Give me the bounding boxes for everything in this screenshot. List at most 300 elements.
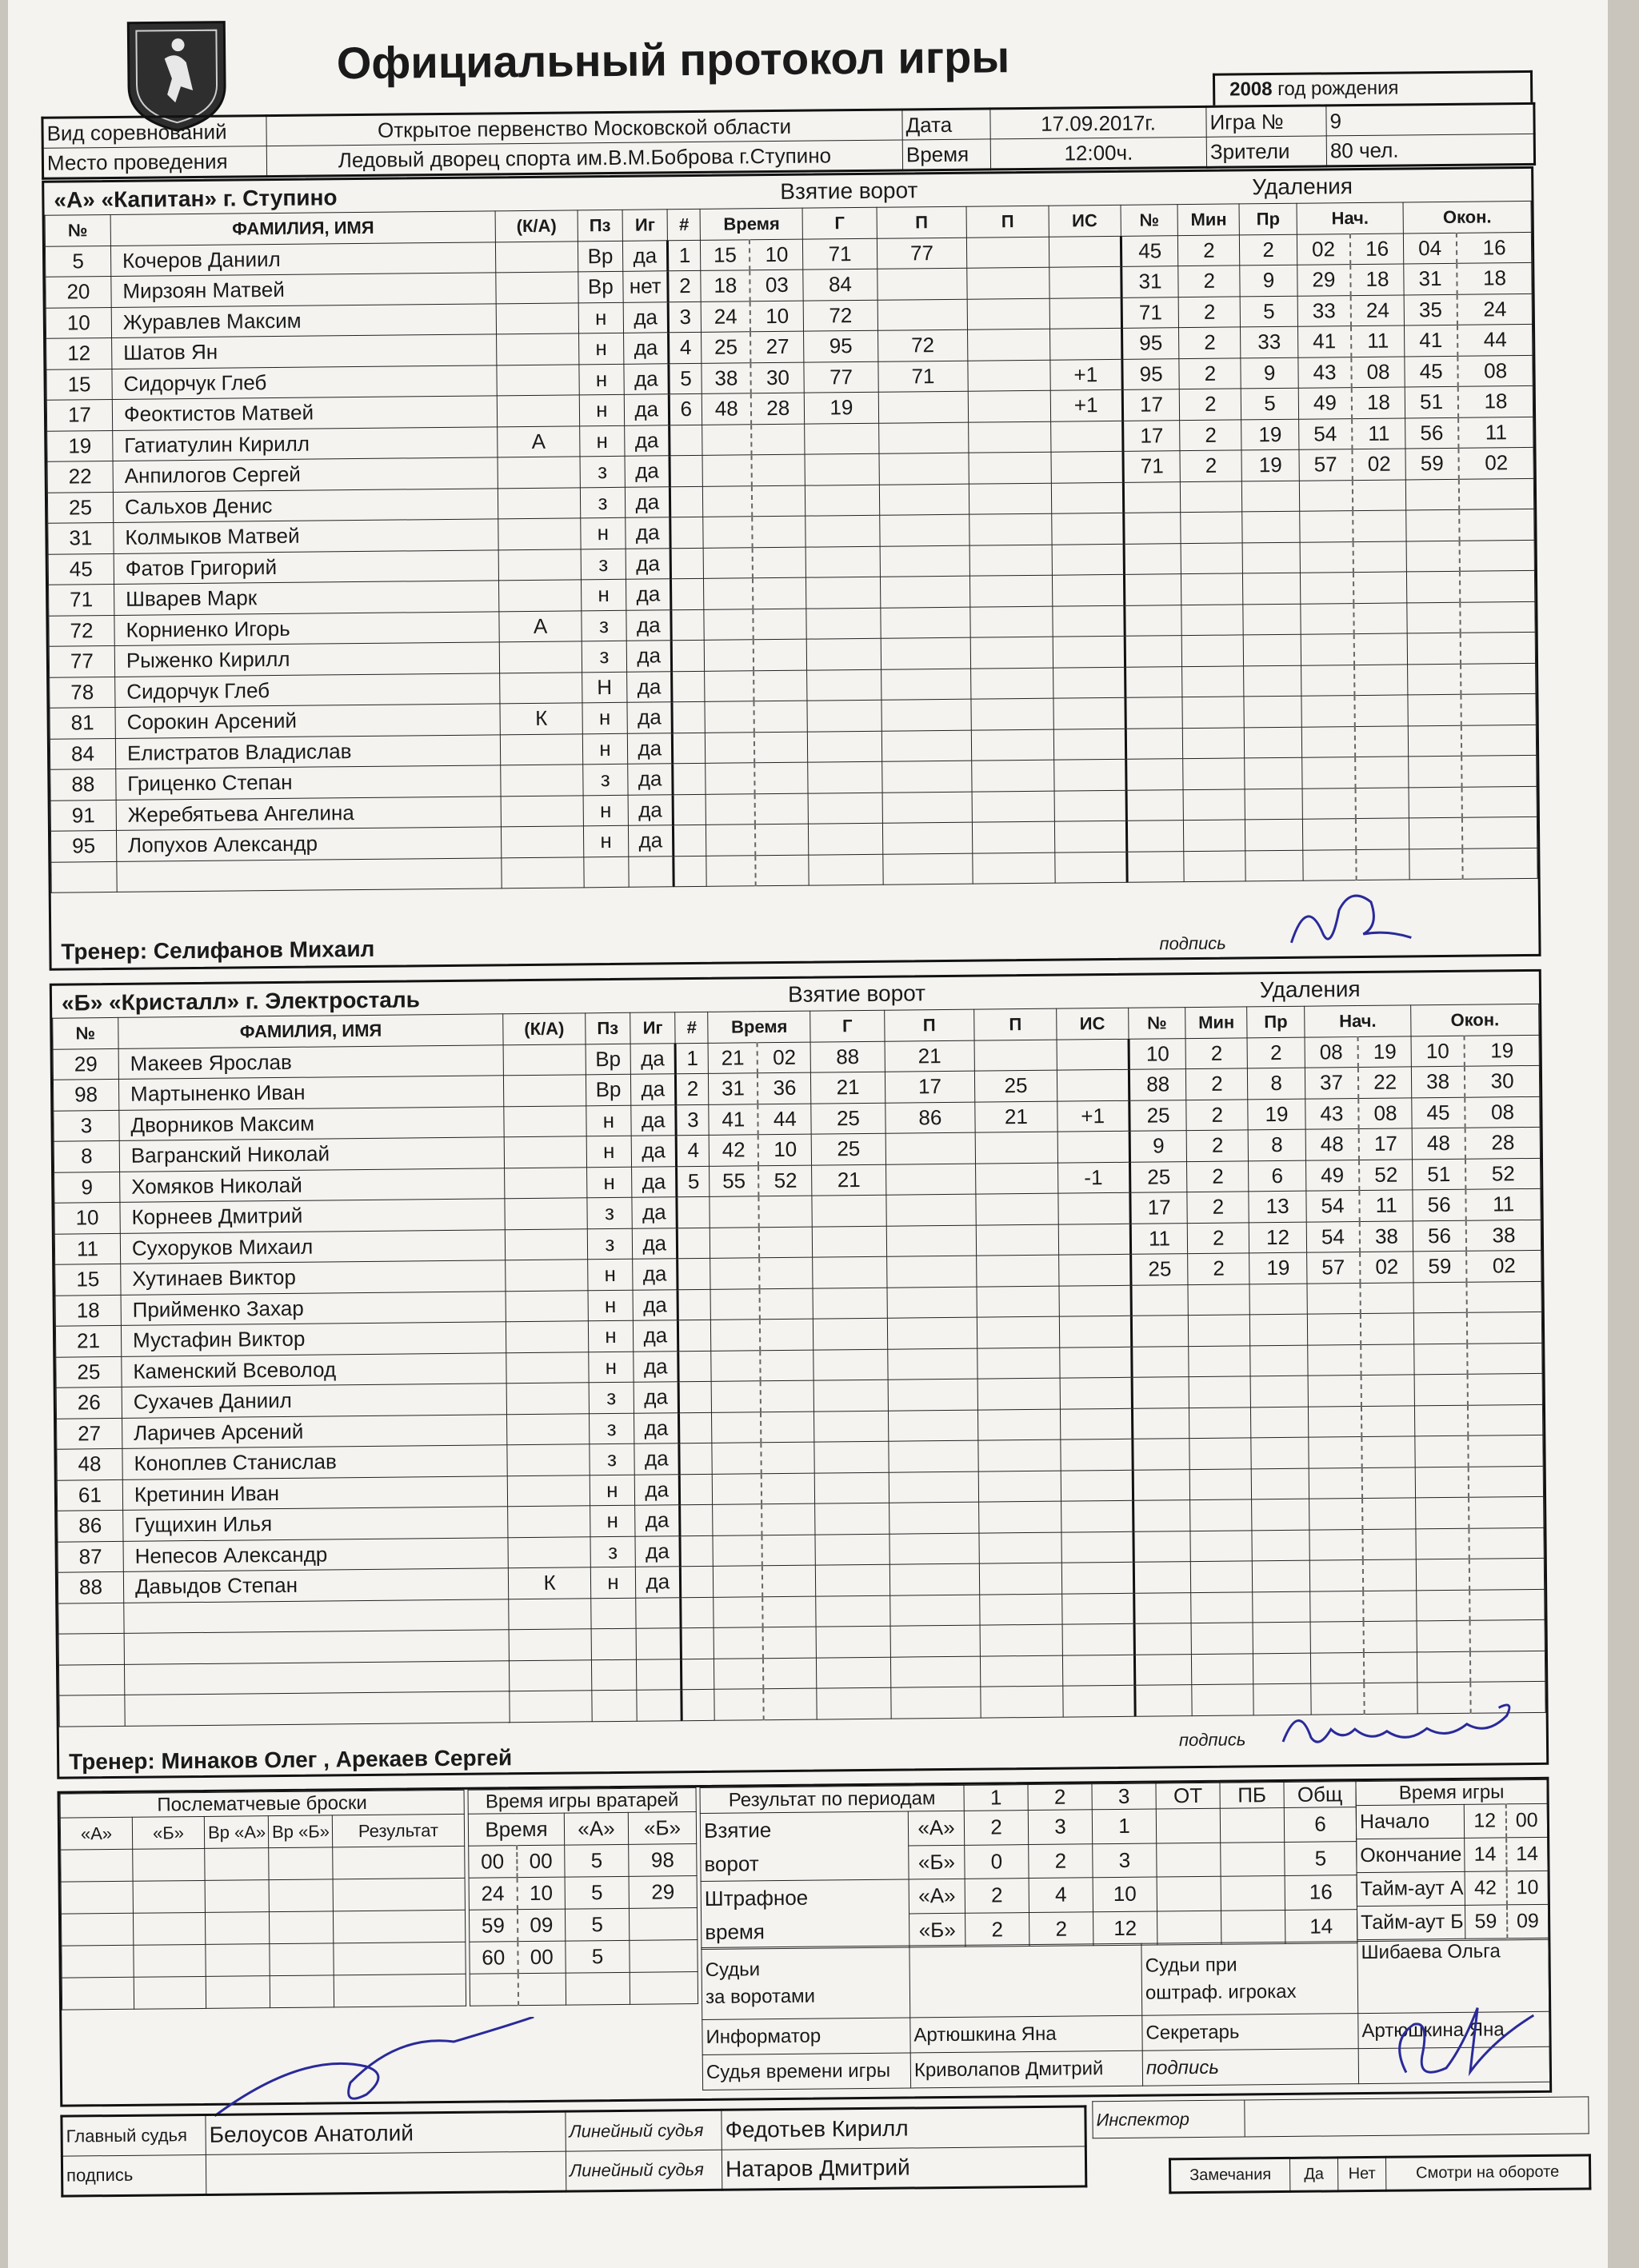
goalie-change-minute: 24	[469, 1878, 517, 1911]
goal-minute	[705, 670, 754, 701]
penalty-minutes	[1189, 1376, 1251, 1408]
time-value: 12:00ч.	[990, 137, 1206, 170]
penalty-player	[1135, 1685, 1193, 1716]
goal-minute	[711, 1381, 761, 1412]
game-time-row	[1357, 1837, 1548, 1872]
player-name: Коноплев Станислав	[122, 1445, 508, 1479]
goal-number	[672, 640, 705, 671]
penalty-start-min	[1309, 1467, 1362, 1499]
player-played: да	[628, 794, 674, 825]
player-name	[124, 1599, 510, 1633]
player-number: 86	[58, 1510, 123, 1541]
penalty-end-min	[1408, 725, 1461, 757]
player-position: н	[590, 1505, 635, 1536]
goal-scorer	[808, 793, 882, 824]
player-captain-mark	[502, 856, 584, 888]
penalty-end-min	[1415, 1405, 1469, 1436]
team-a-penalties-title: Удаления	[1252, 174, 1353, 200]
goalie-time-row	[470, 1972, 698, 2006]
period-results-table	[699, 1781, 1357, 1950]
game-time-table	[1355, 1779, 1549, 1940]
penalty-end-sec	[1460, 540, 1535, 571]
penalty-end-sec	[1461, 755, 1537, 786]
penalty-reason: 19	[1241, 449, 1299, 481]
goal-assist-2	[972, 729, 1054, 761]
goal-second	[755, 793, 809, 825]
player-captain-mark	[506, 1321, 589, 1352]
penalty-start-min	[1300, 541, 1353, 573]
penalty-player: 11	[1130, 1223, 1188, 1254]
penalty-reason: 5	[1240, 296, 1297, 327]
goal-scorer: 25	[812, 1133, 886, 1164]
player-name: Корниенко Игорь	[114, 611, 500, 645]
penalty-end-min: 48	[1412, 1128, 1465, 1159]
goal-second	[762, 1565, 816, 1596]
penalty-player	[1125, 605, 1182, 636]
player-number	[59, 1695, 125, 1726]
remarks-yes: Да	[1289, 2158, 1337, 2192]
penalty-minutes	[1190, 1468, 1252, 1499]
penalty-start-min	[1309, 1560, 1363, 1591]
player-position: н	[579, 425, 625, 457]
goal-assist-2	[977, 1316, 1060, 1348]
goal-assist-2	[970, 606, 1053, 637]
game-time-hour: 59	[1465, 1905, 1506, 1939]
penalty-start-min: 54	[1306, 1191, 1360, 1222]
goal-number: 5	[669, 363, 702, 394]
penalty-player	[1132, 1408, 1189, 1439]
penalty-start-sec: 16	[1350, 233, 1404, 264]
goal-game-situation	[1049, 328, 1121, 359]
col-pz: Пз	[578, 210, 623, 241]
goalie-b-number	[630, 1940, 698, 1973]
penalty-start-min: 29	[1297, 265, 1351, 296]
penalty-end-sec: 08	[1458, 355, 1533, 386]
goal-assist-1	[882, 792, 973, 824]
goalie-change-minute	[470, 1974, 518, 2006]
player-number: 20	[46, 276, 111, 307]
goal-scorer: 77	[804, 361, 878, 393]
goal-minute	[714, 1566, 763, 1597]
goal-minute	[702, 424, 752, 455]
penalty-end-sec	[1462, 848, 1537, 879]
penalty-end-min	[1417, 1590, 1470, 1621]
goal-assist-2	[971, 698, 1053, 729]
player-captain-mark	[498, 518, 581, 549]
goal-assist-1	[887, 1287, 977, 1319]
player-position: з	[582, 610, 627, 641]
goal-assist-2	[969, 452, 1051, 483]
pim-a-p1: 2	[965, 1879, 1029, 1913]
player-captain-mark	[507, 1413, 590, 1444]
player-captain-mark	[502, 826, 584, 857]
player-number: 61	[57, 1479, 122, 1511]
goal-minute	[712, 1412, 762, 1443]
penalty-reason: 19	[1248, 1099, 1305, 1130]
col-pen-min: Мин	[1177, 204, 1239, 235]
penalty-reason: 5	[1241, 388, 1299, 419]
penalty-minutes: 2	[1179, 296, 1241, 327]
col-name: ФАМИЛИЯ, ИМЯ	[110, 211, 496, 246]
goal-assist-1	[890, 1625, 981, 1657]
col-goal-num: #	[667, 209, 700, 240]
penalty-player: 25	[1129, 1161, 1187, 1192]
inspector-value	[1245, 2097, 1589, 2137]
goal-minute	[710, 1196, 759, 1228]
penalty-end-min	[1408, 694, 1461, 725]
penalty-end-min: 51	[1405, 386, 1458, 417]
penalty-player	[1123, 481, 1181, 513]
goal-assist-2	[967, 298, 1049, 329]
player-played: да	[624, 333, 670, 364]
penalty-start-min	[1310, 1591, 1364, 1622]
col-assist-1: П	[877, 206, 967, 238]
goal-game-situation	[1059, 1347, 1131, 1378]
goal-number	[680, 1535, 713, 1567]
player-name: Сухоруков Михаил	[120, 1229, 506, 1264]
penalty-end-min	[1414, 1374, 1468, 1405]
penalty-end-sec	[1469, 1466, 1544, 1497]
player-played: да	[632, 1228, 678, 1259]
player-position: н	[583, 825, 629, 856]
goal-assist-1	[881, 669, 971, 701]
player-name: Дворников Максим	[119, 1106, 505, 1140]
penalty-start-sec	[1361, 1282, 1414, 1313]
goal-number	[673, 733, 706, 764]
penalty-reason: 2	[1240, 234, 1297, 266]
shootout-col-b: «Б»	[132, 1816, 204, 1849]
penalty-start-min: 49	[1298, 388, 1352, 419]
pim-b-total: 14	[1285, 1909, 1357, 1943]
penalty-reason	[1252, 1499, 1309, 1530]
goal-number	[671, 578, 704, 609]
goal-minute: 21	[708, 1042, 758, 1073]
goal-number	[680, 1504, 713, 1535]
player-captain-mark	[497, 364, 579, 395]
goal-second	[761, 1350, 814, 1381]
goal-game-situation	[1062, 1655, 1134, 1686]
goal-assist-1	[885, 1194, 976, 1226]
goal-minute	[703, 547, 753, 578]
player-played: да	[626, 641, 672, 672]
date-label: Дата	[902, 109, 990, 140]
player-captain-mark	[506, 1260, 588, 1291]
player-number: 15	[46, 369, 112, 400]
goal-assist-2	[972, 791, 1054, 822]
goal-minute	[713, 1473, 762, 1504]
player-number: 29	[53, 1048, 118, 1080]
goal-second	[762, 1442, 815, 1473]
goals-team-b-label: «Б»	[909, 1845, 965, 1879]
pim-b-p2: 2	[1029, 1911, 1093, 1946]
penalty-start-sec	[1362, 1528, 1416, 1559]
goals-b-p3: 3	[1093, 1843, 1157, 1878]
player-name: Сидорчук Глеб	[115, 673, 501, 707]
player-played: да	[634, 1382, 679, 1413]
goal-game-situation	[1062, 1623, 1134, 1655]
goal-assist-1	[890, 1687, 981, 1719]
player-number: 91	[50, 800, 116, 831]
goal-assist-1	[886, 1225, 977, 1257]
goal-game-situation	[1053, 729, 1125, 760]
penalty-start-min	[1309, 1529, 1363, 1560]
goal-assist-1: 71	[877, 361, 968, 393]
goal-scorer	[806, 485, 880, 516]
inspector-label: Инспектор	[1093, 2100, 1245, 2138]
player-name: Каменский Всеволод	[122, 1352, 507, 1387]
penalty-player: 71	[1123, 451, 1181, 482]
penalty-start-sec	[1362, 1467, 1416, 1498]
penalty-start-sec: 52	[1359, 1159, 1413, 1190]
penalty-end-sec	[1468, 1435, 1543, 1466]
penalty-minutes	[1190, 1499, 1252, 1531]
goal-game-situation	[1049, 297, 1121, 329]
goal-assist-1	[877, 268, 967, 300]
goal-number: 4	[677, 1135, 710, 1166]
player-played: да	[634, 1351, 679, 1382]
goal-number	[671, 609, 704, 641]
penalty-start-sec	[1353, 602, 1407, 633]
place-label: Место проведения	[42, 146, 266, 179]
penalty-player: 71	[1121, 297, 1179, 328]
goal-scorer	[808, 761, 882, 793]
penalty-minutes	[1183, 727, 1245, 758]
player-position: н	[586, 1136, 632, 1167]
penalty-player	[1125, 666, 1182, 697]
goal-minute	[703, 485, 753, 517]
penalty-reason: 33	[1241, 326, 1298, 357]
penalty-end-min	[1408, 664, 1461, 695]
penalty-end-sec: 28	[1465, 1127, 1541, 1158]
player-captain-mark	[505, 1198, 587, 1229]
goal-assist-1	[889, 1533, 980, 1565]
player-name: Жеребятьева Ангелина	[116, 796, 502, 830]
penalty-reason	[1243, 634, 1301, 665]
linesman-2-label: Линейный судья	[566, 2150, 722, 2191]
penalty-reason	[1242, 481, 1300, 512]
goal-assist-1: 72	[877, 329, 968, 361]
penalty-end-min	[1409, 849, 1463, 880]
goal-game-situation	[1053, 759, 1125, 790]
penalty-reason	[1251, 1437, 1309, 1468]
goal-second	[761, 1412, 814, 1443]
team-b-goals-title: Взятие ворот	[787, 980, 926, 1007]
player-number: 8	[54, 1140, 119, 1172]
goalie-a-number: 5	[565, 1844, 629, 1877]
shootout-col-result: Результат	[332, 1814, 464, 1847]
goal-second	[754, 639, 807, 670]
player-number: 10	[46, 307, 111, 338]
player-name: Макеев Ярослав	[118, 1044, 504, 1079]
goal-number	[673, 794, 706, 825]
goal-number	[681, 1597, 714, 1628]
player-name: Хомяков Николай	[120, 1168, 506, 1202]
goal-game-situation	[1060, 1377, 1132, 1408]
player-number: 21	[55, 1325, 121, 1356]
goal-second	[763, 1627, 817, 1658]
penalty-start-min	[1308, 1344, 1361, 1376]
penalty-start-sec	[1353, 541, 1407, 572]
player-number: 78	[50, 677, 115, 708]
player-number: 45	[48, 553, 114, 585]
penalty-reason	[1245, 757, 1302, 789]
penalty-end-min	[1409, 787, 1462, 818]
penalty-end-sec: 18	[1457, 262, 1532, 293]
penalty-player	[1133, 1439, 1190, 1470]
player-number: 15	[55, 1264, 121, 1295]
goal-assist-1	[879, 514, 969, 546]
goalie-time-row	[469, 1876, 697, 1911]
goals-b-total: 5	[1285, 1841, 1357, 1875]
penalty-end-min: 56	[1405, 417, 1459, 449]
goal-number: 2	[676, 1073, 709, 1104]
goalie-a-number	[566, 1972, 630, 2005]
player-played	[636, 1597, 682, 1628]
player-position: з	[590, 1443, 635, 1475]
goal-game-situation	[1061, 1593, 1133, 1624]
player-name	[117, 857, 502, 892]
goal-scorer: 88	[810, 1041, 885, 1072]
penalty-end-min: 51	[1413, 1159, 1466, 1190]
col-pz: Пз	[585, 1012, 630, 1044]
player-number: 18	[55, 1295, 121, 1326]
penalty-minutes	[1183, 758, 1245, 789]
col-assist-2: П	[974, 1008, 1057, 1040]
penalty-minutes	[1188, 1284, 1249, 1315]
game-time-row	[1356, 1803, 1547, 1839]
page-title: Официальный протокол игры	[336, 31, 1010, 89]
goals-b-so	[1221, 1842, 1285, 1876]
penalty-start-sec	[1354, 664, 1408, 695]
penalty-end-min	[1405, 479, 1459, 510]
penalty-minutes	[1189, 1407, 1251, 1438]
goal-assist-2	[977, 1255, 1059, 1286]
player-played: да	[627, 733, 673, 764]
goalie-change-second: 00	[517, 1845, 565, 1878]
chief-referee-signature-icon	[206, 2017, 542, 2124]
game-time-row	[1357, 1904, 1548, 1939]
player-name: Гущихин Илья	[123, 1507, 509, 1541]
pim-b-so	[1221, 1910, 1285, 1944]
goal-game-situation	[1061, 1562, 1133, 1593]
player-name: Рыженко Кирилл	[114, 642, 500, 677]
penalty-end-sec	[1470, 1651, 1545, 1682]
player-name: Сальхов Денис	[113, 488, 498, 522]
penalty-minutes: 2	[1180, 419, 1241, 450]
goal-assist-2	[973, 852, 1055, 884]
penalty-reason: 8	[1248, 1129, 1305, 1160]
game-number-value: 9	[1326, 103, 1534, 135]
goal-minute	[705, 640, 754, 671]
goal-game-situation	[1049, 266, 1121, 297]
period-col-3: 3	[1092, 1783, 1156, 1810]
penalty-start-min: 41	[1297, 326, 1351, 357]
goal-assist-2	[969, 421, 1051, 453]
goal-minute	[706, 763, 755, 794]
goal-judges-value	[909, 1943, 1142, 2018]
goal-game-situation	[1052, 605, 1124, 637]
penalty-reason	[1253, 1622, 1310, 1653]
goal-assist-2	[968, 360, 1050, 391]
penalty-start-min: 54	[1306, 1221, 1360, 1252]
player-captain-mark	[506, 1228, 588, 1260]
penalty-player: 9	[1129, 1131, 1187, 1162]
penalty-minutes	[1189, 1438, 1251, 1469]
chief-referee-sign-label: подпись	[62, 2154, 206, 2196]
player-name: Мирзоян Матвей	[111, 273, 497, 307]
goal-second: 10	[750, 301, 804, 332]
team-b-signature-icon	[1274, 1691, 1539, 1758]
player-name: Лопухов Александр	[116, 827, 502, 861]
goal-second	[752, 485, 806, 517]
player-name: Давыдов Степан	[123, 1568, 509, 1603]
goalie-time-row	[469, 1844, 697, 1879]
goal-number	[677, 1196, 710, 1228]
goal-scorer: 95	[804, 330, 878, 361]
penalty-minutes	[1189, 1315, 1250, 1346]
penalty-end-min	[1407, 571, 1461, 602]
spectators-value: 80 чел.	[1326, 134, 1534, 166]
penalty-start-sec: 02	[1352, 449, 1405, 480]
goal-assist-2	[976, 1163, 1058, 1194]
penalty-minutes	[1182, 697, 1244, 728]
goal-assist-2	[969, 483, 1052, 514]
penalty-end-min	[1413, 1312, 1467, 1344]
player-name: Кретинин Иван	[122, 1475, 508, 1510]
goal-minute	[711, 1350, 761, 1381]
goals-a-total: 6	[1284, 1807, 1356, 1842]
goal-game-situation	[1052, 544, 1124, 575]
penalty-start-min	[1302, 819, 1356, 850]
player-played	[629, 856, 674, 887]
penalty-end-sec	[1468, 1373, 1543, 1404]
timekeeper-label: Судья времени игры	[702, 2053, 910, 2090]
col-goal-scorer: Г	[802, 207, 877, 238]
player-position: з	[587, 1197, 633, 1228]
penalty-end-min: 45	[1412, 1097, 1465, 1128]
col-goal-time: Время	[700, 208, 802, 240]
penalty-reason	[1243, 604, 1301, 635]
goal-game-situation: -1	[1057, 1162, 1129, 1193]
penalty-end-min: 31	[1404, 263, 1457, 294]
penalty-player	[1126, 789, 1184, 821]
penalty-player	[1134, 1623, 1192, 1655]
goal-game-situation	[1053, 636, 1125, 667]
penalty-end-sec	[1470, 1619, 1545, 1651]
penalty-player	[1132, 1377, 1189, 1408]
player-number: 31	[48, 522, 114, 553]
goal-number	[670, 425, 702, 456]
goal-assist-2	[976, 1224, 1058, 1256]
penalty-end-min: 59	[1413, 1251, 1467, 1282]
player-position: з	[589, 1382, 634, 1413]
player-name	[124, 1630, 510, 1664]
penalty-player	[1124, 513, 1181, 544]
goal-scorer	[816, 1595, 890, 1627]
game-time-row	[1357, 1871, 1548, 1906]
penalty-end-min: 10	[1411, 1036, 1465, 1067]
col-pen-reason: Пр	[1239, 203, 1297, 234]
penalty-player	[1127, 851, 1185, 882]
pim-a-ot	[1157, 1876, 1221, 1911]
penalty-start-sec	[1361, 1436, 1415, 1467]
goal-game-situation	[1051, 482, 1123, 513]
player-played: да	[633, 1289, 678, 1320]
penalty-reason: 9	[1240, 265, 1297, 296]
player-played: да	[626, 609, 672, 641]
goal-assist-1: 77	[877, 238, 967, 270]
penalty-player	[1125, 728, 1183, 759]
